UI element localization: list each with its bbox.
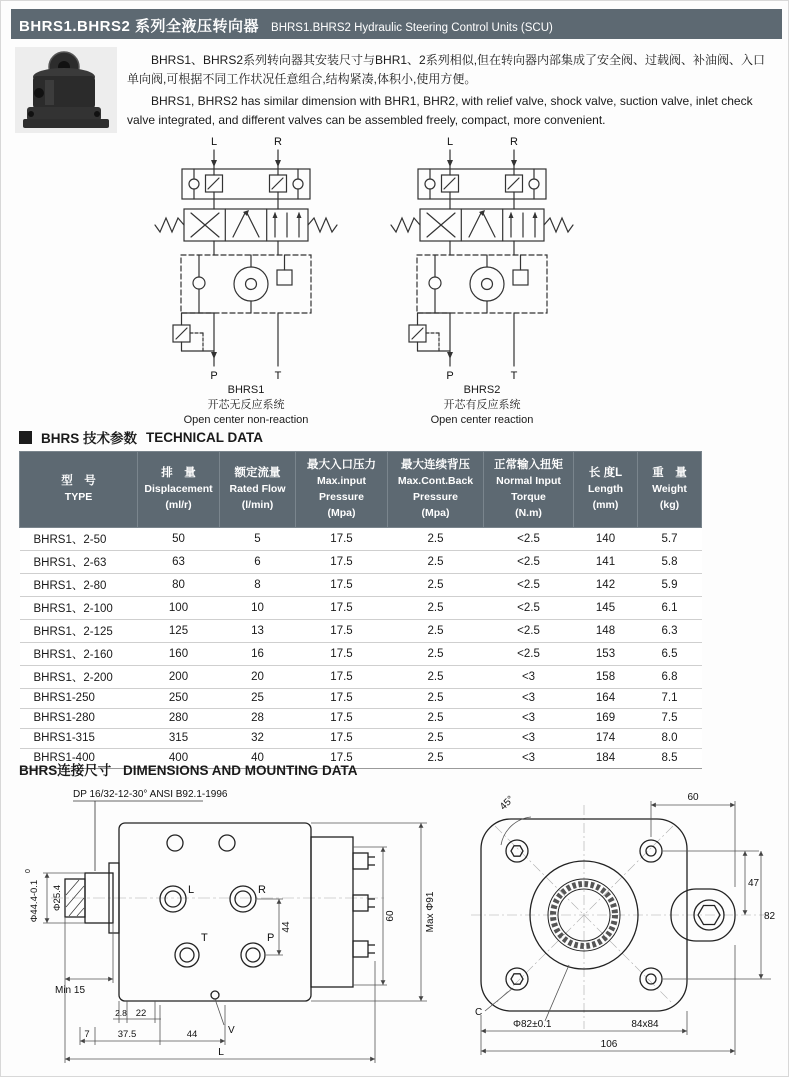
page-title-en: BHRS1.BHRS2 Hydraulic Steering Control Units (SCU) <box>271 22 553 34</box>
tech-table-header-cell: 额定流量 Rated Flow (l/min) <box>220 452 296 528</box>
value-cell: 2.5 <box>388 573 484 596</box>
type-cell: BHRS1-315 <box>20 728 138 748</box>
section-bullet-icon <box>19 431 32 444</box>
dim-60-label-front: 60 <box>687 792 699 803</box>
value-cell: 2.5 <box>388 619 484 642</box>
value-cell: 174 <box>574 728 638 748</box>
type-cell: BHRS1、2-200 <box>20 665 138 688</box>
bhrs1-port-t-label: T <box>274 370 282 382</box>
bhrs2-port-t-label: T <box>510 370 518 382</box>
value-cell: 32 <box>220 728 296 748</box>
value-cell: 6.3 <box>638 619 702 642</box>
table-row <box>20 708 702 728</box>
value-cell: 50 <box>138 527 220 550</box>
value-cell: 6.8 <box>638 665 702 688</box>
value-cell: 16 <box>220 642 296 665</box>
intro-text <box>127 51 777 133</box>
pilot-diameter-label: Φ25.4 <box>52 884 63 912</box>
tech-table-header-cell: 正常输入扭矩 Normal Input Torque (N.m) <box>484 452 574 528</box>
table-row <box>20 596 702 619</box>
type-cell: BHRS1、2-63 <box>20 550 138 573</box>
value-cell: 280 <box>138 708 220 728</box>
technical-data-title-en: TECHNICAL DATA <box>146 429 264 445</box>
steering-unit-side-outline <box>65 823 375 1001</box>
tech-table-header-cell: 排 量 Displacement (ml/r) <box>138 452 220 528</box>
table-row <box>20 728 702 748</box>
dim-84x84-label: 84x84 <box>631 1019 659 1030</box>
tech-table-body <box>20 527 702 768</box>
value-cell: 5.8 <box>638 550 702 573</box>
side-port-p-label: P <box>267 932 275 944</box>
port-v-label: V <box>228 1025 235 1036</box>
dimensions-title-zh: BHRS连接尺寸 <box>19 763 112 778</box>
value-cell: 400 <box>138 748 220 768</box>
value-cell: 17.5 <box>296 665 388 688</box>
bolt-circle-label: Φ82±0.1 <box>513 1019 552 1030</box>
value-cell: 6.1 <box>638 596 702 619</box>
value-cell: 40 <box>220 748 296 768</box>
value-cell: 200 <box>138 665 220 688</box>
value-cell: <3 <box>484 665 574 688</box>
dim-82-label: 82 <box>764 911 776 922</box>
dim-47-label: 47 <box>748 878 760 889</box>
type-cell: BHRS1、2-125 <box>20 619 138 642</box>
value-cell: 8 <box>220 573 296 596</box>
front-dimension-lines <box>481 801 771 1055</box>
value-cell: 125 <box>138 619 220 642</box>
dimensions-title <box>19 759 366 779</box>
value-cell: 164 <box>574 688 638 708</box>
value-cell: 25 <box>220 688 296 708</box>
value-cell: <3 <box>484 728 574 748</box>
value-cell: 6 <box>220 550 296 573</box>
value-cell: 5.7 <box>638 527 702 550</box>
dim-37-5-label: 37.5 <box>117 1029 137 1040</box>
front-view-drawing <box>469 783 779 1077</box>
value-cell: 20 <box>220 665 296 688</box>
value-cell: 17.5 <box>296 527 388 550</box>
bhrs2-port-p-label: P <box>446 370 454 382</box>
side-port-r-label: R <box>258 884 266 896</box>
value-cell: 100 <box>138 596 220 619</box>
table-row <box>20 550 702 573</box>
tech-table-header-cell: 型 号 TYPE <box>20 452 138 528</box>
technical-data-table <box>19 451 702 769</box>
side-view-drawing <box>25 783 465 1077</box>
value-cell: 2.5 <box>388 728 484 748</box>
type-cell: BHRS1、2-50 <box>20 527 138 550</box>
table-row <box>20 688 702 708</box>
value-cell: 63 <box>138 550 220 573</box>
value-cell: 6.5 <box>638 642 702 665</box>
value-cell: 141 <box>574 550 638 573</box>
value-cell: 17.5 <box>296 748 388 768</box>
dim-44-label: 44 <box>281 921 292 933</box>
bhrs1-circuit <box>151 133 341 428</box>
value-cell: 145 <box>574 596 638 619</box>
value-cell: 2.5 <box>388 596 484 619</box>
value-cell: 153 <box>574 642 638 665</box>
bhrs2-caption-zh: 开芯有反应系统 <box>443 398 521 411</box>
table-row <box>20 642 702 665</box>
value-cell: <2.5 <box>484 573 574 596</box>
value-cell: 80 <box>138 573 220 596</box>
value-cell: 5 <box>220 527 296 550</box>
bhrs2-circuit <box>387 133 577 428</box>
intro-paragraph-en: BHRS1, BHRS2 has similar dimension with BHR1, BHR2, with relief valve, shock valve, suction valve, inlet check valve integrated, and different valves can be assembled freely, compact, more convenient. <box>127 94 753 127</box>
technical-data-title-zh: BHRS 技术参数 <box>41 431 138 446</box>
value-cell: 2.5 <box>388 708 484 728</box>
tech-table-header-cell: 最大连续背压 Max.Cont.Back Pressure (Mpa) <box>388 452 484 528</box>
table-row <box>20 527 702 550</box>
value-cell: 28 <box>220 708 296 728</box>
type-cell: BHRS1-250 <box>20 688 138 708</box>
value-cell: <3 <box>484 688 574 708</box>
value-cell: <2.5 <box>484 527 574 550</box>
value-cell: 5.9 <box>638 573 702 596</box>
bhrs1-port-r-label: R <box>274 136 282 148</box>
dim-106-label: 106 <box>600 1039 618 1050</box>
dimensions-title-en: DIMENSIONS AND MOUNTING DATA <box>123 763 358 778</box>
tech-table-header-cell: 重 量 Weight (kg) <box>638 452 702 528</box>
value-cell: 13 <box>220 619 296 642</box>
dim-44b-label: 44 <box>186 1029 198 1040</box>
spline-spec-label: DP 16/32-12-30° ANSI B92.1-1996 <box>73 789 228 800</box>
value-cell: 17.5 <box>296 550 388 573</box>
value-cell: 315 <box>138 728 220 748</box>
value-cell: 17.5 <box>296 573 388 596</box>
value-cell: 2.5 <box>388 642 484 665</box>
intro-paragraph-zh: BHRS1、BHRS2系列转向器其安装尺寸与BHR1、2系列相似,但在转向器内部集成了安全阀、过载阀、补油阀、入口单向阀,可根据不同工作状况任意组合,结构紧凑,体积小,使用方便。 <box>127 53 766 86</box>
type-cell: BHRS1、2-100 <box>20 596 138 619</box>
tech-table-header-row <box>20 452 702 528</box>
value-cell: 17.5 <box>296 688 388 708</box>
bhrs2-caption-en: Open center reaction <box>430 413 534 426</box>
table-row <box>20 573 702 596</box>
table-row <box>20 619 702 642</box>
value-cell: 8.0 <box>638 728 702 748</box>
value-cell: 140 <box>574 527 638 550</box>
bhrs2-circuit-diagram <box>387 133 577 383</box>
value-cell: <3 <box>484 708 574 728</box>
value-cell: 148 <box>574 619 638 642</box>
dim-22-label: 22 <box>135 1008 147 1019</box>
bhrs1-port-p-label: P <box>210 370 218 382</box>
type-cell: BHRS1-400 <box>20 748 138 768</box>
value-cell: 17.5 <box>296 619 388 642</box>
value-cell: 17.5 <box>296 728 388 748</box>
bhrs2-port-r-label: R <box>510 136 518 148</box>
value-cell: 17.5 <box>296 708 388 728</box>
bhrs1-caption-en: Open center non-reaction <box>183 413 309 426</box>
value-cell: <2.5 <box>484 550 574 573</box>
value-cell: 2.5 <box>388 550 484 573</box>
value-cell: 2.5 <box>388 688 484 708</box>
value-cell: 7.5 <box>638 708 702 728</box>
value-cell: 250 <box>138 688 220 708</box>
dim-2-8-label: 2.8 <box>115 1008 127 1018</box>
bhrs1-name: BHRS1 <box>227 384 265 396</box>
side-port-t-label: T <box>201 932 208 944</box>
tech-table-header-cell: 最大入口压力 Max.input Pressure (Mpa) <box>296 452 388 528</box>
tech-table-header-cell: 长 度L Length (mm) <box>574 452 638 528</box>
overall-length-label: L <box>218 1046 224 1058</box>
value-cell: 2.5 <box>388 748 484 768</box>
table-row <box>20 665 702 688</box>
value-cell: 160 <box>138 642 220 665</box>
shaft-diameter-label: Φ44.4-0.1 <box>29 879 40 923</box>
bhrs1-port-l-label: L <box>210 136 218 148</box>
value-cell: 2.5 <box>388 665 484 688</box>
product-photo-image <box>15 47 117 133</box>
label-c: C <box>475 1007 483 1018</box>
value-cell: 7.1 <box>638 688 702 708</box>
value-cell: 2.5 <box>388 527 484 550</box>
shaft-tolerance-label: 0 <box>25 869 32 873</box>
bhrs2-port-l-label: L <box>446 136 454 148</box>
dim-7-label: 7 <box>84 1029 90 1040</box>
bhrs1-circuit-diagram <box>151 133 341 383</box>
side-port-l-label: L <box>188 884 195 896</box>
type-cell: BHRS1-280 <box>20 708 138 728</box>
bhrs2-caption <box>387 383 577 428</box>
value-cell: 17.5 <box>296 642 388 665</box>
value-cell: <2.5 <box>484 642 574 665</box>
bhrs2-name: BHRS2 <box>463 384 501 396</box>
min15-label: Min 15 <box>55 985 86 996</box>
type-cell: BHRS1、2-80 <box>20 573 138 596</box>
value-cell: 184 <box>574 748 638 768</box>
bhrs1-caption <box>151 383 341 428</box>
value-cell: <2.5 <box>484 596 574 619</box>
dim-45-label: 45° <box>497 793 517 813</box>
value-cell: 169 <box>574 708 638 728</box>
technical-data-title <box>19 427 263 447</box>
value-cell: 142 <box>574 573 638 596</box>
bhrs1-caption-zh: 开芯无反应系统 <box>207 398 285 411</box>
max-diameter-label: Max Φ91 <box>425 891 436 933</box>
page-title-zh: BHRS1.BHRS2 系列全液压转向器 <box>19 18 260 35</box>
value-cell: <2.5 <box>484 619 574 642</box>
product-photo <box>15 47 117 133</box>
circuit-diagrams <box>1 133 789 428</box>
value-cell: <3 <box>484 748 574 768</box>
page-header <box>11 9 782 39</box>
value-cell: 17.5 <box>296 596 388 619</box>
value-cell: 10 <box>220 596 296 619</box>
side-dimension-lines <box>43 823 427 1063</box>
type-cell: BHRS1、2-160 <box>20 642 138 665</box>
dim-60-label: 60 <box>385 910 396 922</box>
value-cell: 158 <box>574 665 638 688</box>
value-cell: 8.5 <box>638 748 702 768</box>
dimension-drawings <box>1 783 789 1077</box>
